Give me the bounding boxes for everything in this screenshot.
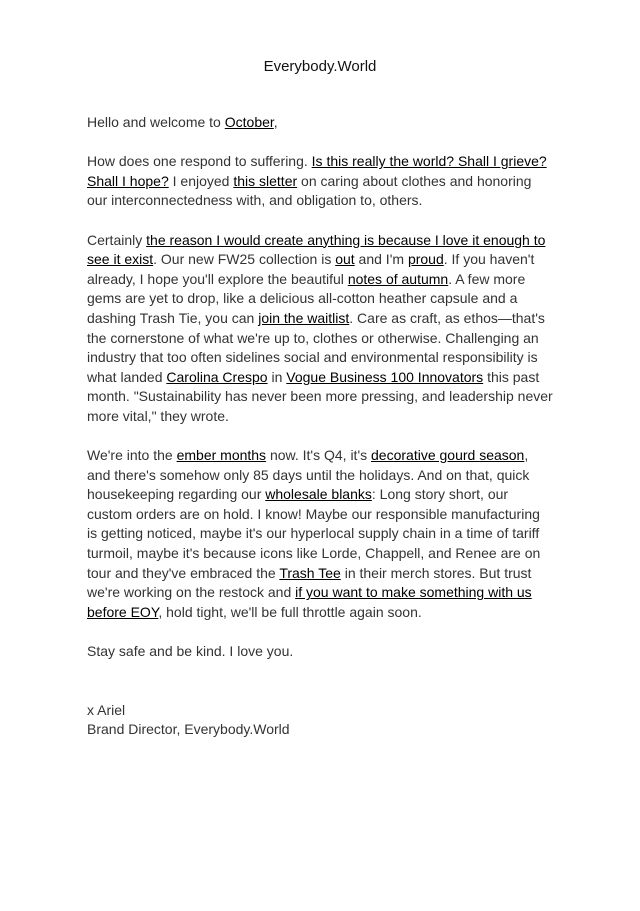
notes-of-autumn-link[interactable]: notes of autumn	[347, 270, 449, 287]
proud-link[interactable]: proud	[407, 251, 444, 268]
brand-name: Everybody.World	[263, 58, 377, 75]
sletter-link[interactable]: this sletter	[233, 172, 298, 189]
email-body	[87, 57, 553, 740]
join-waitlist-link[interactable]: join the waitlist	[258, 309, 350, 326]
text: . If you haven't already, I hope you'll explore the beautiful	[87, 251, 535, 287]
wholesale-blanks-link[interactable]: wholesale blanks	[265, 486, 372, 503]
text: now. It's Q4, it's	[266, 447, 372, 464]
october-link[interactable]: October	[224, 114, 274, 130]
text: I enjoyed	[168, 172, 234, 189]
text: , hold tight, we'll be full throttle again soon.	[158, 603, 422, 620]
gourd-season-link[interactable]: decorative gourd season	[371, 447, 525, 464]
paragraph-collection	[87, 231, 553, 427]
signature	[87, 701, 553, 740]
text: and I'm	[354, 251, 408, 268]
vogue-business-link[interactable]: Vogue Business 100 Innovators	[286, 368, 484, 385]
text: : Long story short, our custom orders are on hold. I know! Maybe our responsible manufacturing is getting noticed, maybe it's our hyperlocal supply chain in a time of tariff turmoil, maybe it's because icons like Lorde, Chappell, and Renee are on tour and they've embraced the	[87, 486, 541, 581]
text: . Our new FW25 collection is	[153, 251, 336, 268]
text: How does one respond to suffering.	[87, 153, 312, 170]
text: . A few more gems are yet to drop, like a delicious all-cotton heather capsule and a dashing Trash Tie, you can	[87, 270, 526, 326]
ember-months-link[interactable]: ember months	[176, 447, 267, 464]
make-something-link[interactable]: if you want to make something with us before EOY	[87, 584, 532, 620]
text: in their merch stores. But trust we're working on the restock and	[87, 564, 532, 601]
collection-out-link[interactable]: out	[335, 251, 355, 268]
text: Certainly	[87, 231, 147, 248]
trash-tee-link[interactable]: Trash Tee	[279, 564, 341, 581]
signature-title: Brand Director, Everybody.World	[87, 721, 290, 738]
world-grieve-hope-link[interactable]: Is this really the world? Shall I grieve? Shall I hope?	[87, 153, 547, 189]
text: . Care as craft, as ethos—that's the cornerstone of what we're up to, clothes or otherwise. Challenging an industry that too often sidelines social and environmental responsibility is what landed	[87, 309, 545, 385]
greeting	[87, 113, 553, 133]
text: , and there's somehow only 85 days until the holidays. And on that, quick housekeeping regarding our	[87, 447, 530, 503]
create-anything-link[interactable]: the reason I would create anything is because I love it enough to see it exist	[87, 231, 546, 268]
paragraph-suffering	[87, 152, 553, 211]
text: on caring about clothes and honoring our interconnectedness with, and obligation to, others.	[87, 172, 532, 209]
paragraph-ember-months	[87, 446, 553, 622]
greeting-punct: ,	[273, 114, 278, 130]
carolina-crespo-link[interactable]: Carolina Crespo	[166, 368, 268, 385]
signature-name: x Ariel	[87, 701, 126, 718]
greeting-text: Hello and welcome to	[87, 114, 225, 130]
text: this past month. "Sustainability has never been more pressing, and leadership never more vital," they wrote.	[87, 368, 553, 424]
closing-line: Stay safe and be kind. I love you.	[87, 643, 294, 660]
text: We're into the	[87, 447, 177, 464]
text: in	[267, 368, 287, 385]
